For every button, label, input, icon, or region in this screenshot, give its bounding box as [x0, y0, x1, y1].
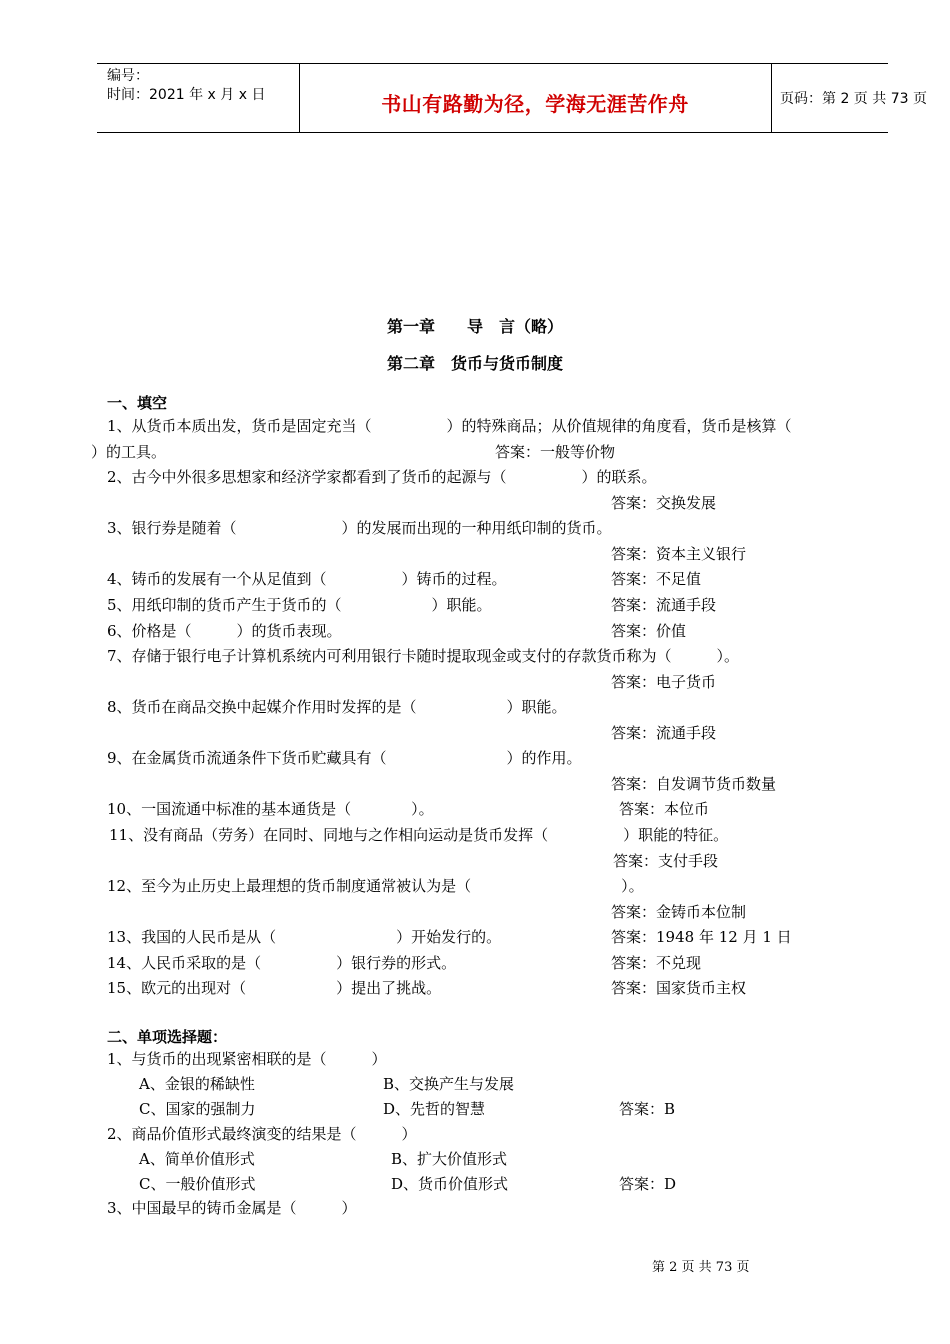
choice-q1-option-b: B、交换产生与发展	[383, 1075, 515, 1093]
fill-q13-answer: 答案：1948 年 12 月 1 日	[611, 928, 792, 946]
document-time-label: 时间：2021 年 x 月 x 日	[107, 87, 266, 103]
fill-q15: 15、欧元的出现对（ ）提出了挑战。	[107, 979, 442, 997]
fill-q2-answer: 答案：交换发展	[611, 494, 717, 512]
choice-q2-option-b: B、扩大价值形式	[391, 1150, 508, 1168]
header-right-cell	[772, 64, 927, 132]
fill-q2: 2、古今中外很多思想家和经济学家都看到了货币的起源与（ ）的联系。	[107, 468, 657, 486]
choice-q2-option-d: D、货币价值形式	[391, 1175, 509, 1193]
fill-q4: 4、铸币的发展有一个从足值到（ ）铸币的过程。	[107, 570, 507, 588]
fill-q14-answer: 答案：不兑现	[611, 954, 702, 972]
choice-q1: 1、与货币的出现紧密相联的是（ ）	[107, 1050, 387, 1068]
document-number-label: 编号：	[107, 68, 149, 84]
choice-q1-option-c: C、国家的强制力	[139, 1100, 256, 1118]
fill-q15-answer: 答案：国家货币主权	[611, 979, 747, 997]
fill-q7: 7、存储于银行电子计算机系统内可利用银行卡随时提取现金或支付的存款货币称为（ ）。	[107, 647, 740, 665]
fill-q7-answer: 答案：电子货币	[611, 673, 717, 691]
fill-q5: 5、用纸印制的货币产生于货币的（ ）职能。	[107, 596, 492, 614]
fill-q8: 8、货币在商品交换中起媒介作用时发挥的是（ ）职能。	[107, 698, 567, 716]
header-motto: 书山有路勤为径，学海无涯苦作舟	[381, 92, 689, 116]
choice-q1-option-d: D、先哲的智慧	[383, 1100, 486, 1118]
fill-q10: 10、一国流通中标准的基本通货是（ ）。	[107, 800, 434, 818]
section1-heading: 一、填空	[107, 394, 168, 412]
fill-q6-answer: 答案：价值	[611, 622, 687, 640]
page-header	[97, 63, 927, 133]
fill-q11: 11、没有商品（劳务）在同时、同地与之作相向运动是货币发挥（ ）职能的特征。	[109, 826, 729, 844]
fill-q9: 9、在金属货币流通条件下货币贮藏具有（ ）的作用。	[107, 749, 582, 767]
choice-q2-answer: 答案：D	[619, 1175, 677, 1193]
header-page-info: 页码：第 2 页 共 73 页	[780, 91, 927, 107]
fill-q8-answer: 答案：流通手段	[611, 724, 717, 742]
chapter1-title: 第一章 导 言（略）	[386, 317, 563, 336]
section2-heading: 二、单项选择题：	[107, 1028, 228, 1046]
choice-q1-answer: 答案：B	[619, 1100, 676, 1118]
fill-q13: 13、我国的人民币是从（ ）开始发行的。	[107, 928, 502, 946]
choice-q2-option-c: C、一般价值形式	[139, 1175, 256, 1193]
fill-q1-line1: 1、从货币本质出发，货币是固定充当（ ）的特殊商品；从价值规律的角度看，货币是核算（	[107, 417, 792, 435]
fill-q6: 6、价格是（ ）的货币表现。	[107, 622, 342, 640]
fill-q3-answer: 答案：资本主义银行	[611, 545, 747, 563]
choice-q2: 2、商品价值形式最终演变的结果是（ ）	[107, 1125, 417, 1143]
header-left-cell	[97, 64, 300, 132]
fill-q4-answer: 答案：不足值	[611, 570, 702, 588]
fill-q10-answer: 答案：本位币	[619, 800, 710, 818]
chapter2-title: 第二章 货币与货币制度	[386, 354, 563, 373]
choice-q3: 3、中国最早的铸币金属是（ ）	[107, 1199, 357, 1217]
choice-q1-option-a: A、金银的稀缺性	[139, 1075, 255, 1093]
page-footer: 第 2 页 共 73 页	[652, 1260, 750, 1275]
choice-q2-option-a: A、简单价值形式	[139, 1150, 255, 1168]
fill-q12: 12、至今为止历史上最理想的货币制度通常被认为是（ ）。	[107, 877, 644, 895]
fill-q9-answer: 答案：自发调节货币数量	[611, 775, 777, 793]
fill-q5-answer: 答案：流通手段	[611, 596, 717, 614]
header-middle-cell	[299, 64, 772, 132]
fill-q14: 14、人民币采取的是（ ）银行券的形式。	[107, 954, 457, 972]
fill-q1-answer: 答案：一般等价物	[495, 443, 616, 461]
fill-q3: 3、银行券是随着（ ）的发展而出现的一种用纸印制的货币。	[107, 519, 612, 537]
fill-q12-answer: 答案：金铸币本位制	[611, 903, 747, 921]
fill-q1-line2: ）的工具。	[91, 443, 167, 461]
fill-q11-answer: 答案：支付手段	[613, 852, 719, 870]
